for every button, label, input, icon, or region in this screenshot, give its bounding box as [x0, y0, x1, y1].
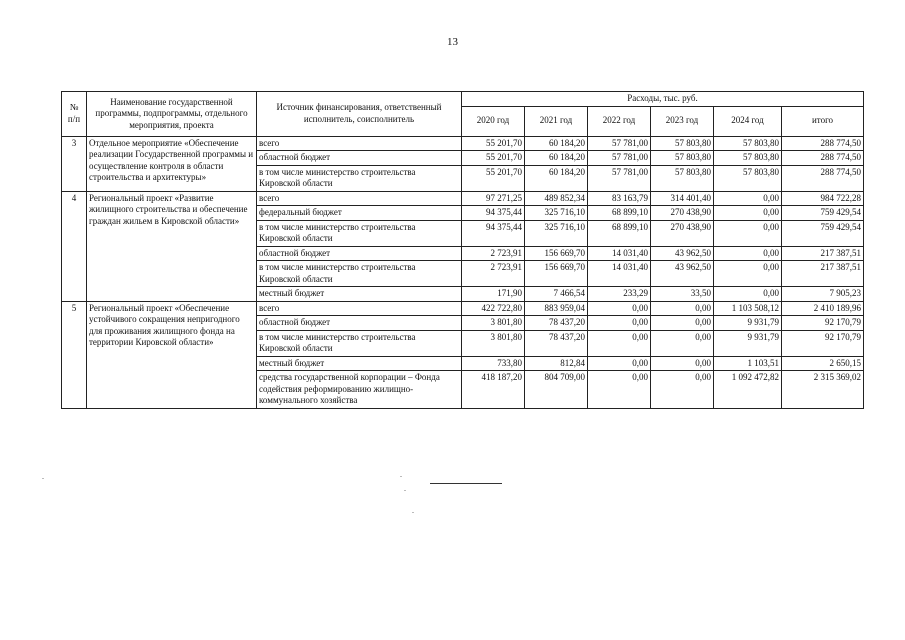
value-year: 55 201,70	[462, 165, 525, 191]
value-year: 94 375,44	[462, 206, 525, 221]
value-year: 1 092 472,82	[714, 371, 782, 409]
value-year: 57 803,80	[714, 136, 782, 151]
value-year: 60 184,20	[525, 151, 588, 166]
value-year: 0,00	[588, 330, 651, 356]
funding-source: областной бюджет	[257, 246, 462, 261]
value-year: 0,00	[714, 287, 782, 302]
value-total: 2 410 189,96	[782, 301, 864, 316]
value-total: 7 905,23	[782, 287, 864, 302]
value-year: 9 931,79	[714, 316, 782, 331]
value-year: 60 184,20	[525, 165, 588, 191]
value-year: 325 716,10	[525, 220, 588, 246]
value-total: 759 429,54	[782, 206, 864, 221]
value-total: 217 387,51	[782, 246, 864, 261]
header-num: № п/п	[62, 92, 87, 137]
row-number: 3	[62, 136, 87, 191]
value-year: 0,00	[651, 371, 714, 409]
value-year: 57 803,80	[651, 165, 714, 191]
value-total: 92 170,79	[782, 330, 864, 356]
value-year: 422 722,80	[462, 301, 525, 316]
value-year: 60 184,20	[525, 136, 588, 151]
funding-source: местный бюджет	[257, 356, 462, 371]
value-year: 57 803,80	[714, 165, 782, 191]
value-year: 33,50	[651, 287, 714, 302]
value-year: 314 401,40	[651, 191, 714, 206]
table-row	[62, 191, 864, 206]
row-number: 4	[62, 191, 87, 301]
value-year: 14 031,40	[588, 261, 651, 287]
value-year: 43 962,50	[651, 246, 714, 261]
value-year: 78 437,20	[525, 330, 588, 356]
value-year: 0,00	[714, 261, 782, 287]
value-year: 97 271,25	[462, 191, 525, 206]
value-year: 0,00	[714, 206, 782, 221]
value-year: 156 669,70	[525, 246, 588, 261]
value-year: 804 709,00	[525, 371, 588, 409]
value-year: 171,90	[462, 287, 525, 302]
value-total: 288 774,50	[782, 165, 864, 191]
value-year: 2 723,91	[462, 261, 525, 287]
value-total: 288 774,50	[782, 151, 864, 166]
row-number: 5	[62, 301, 87, 408]
scan-speck	[404, 490, 406, 491]
value-year: 3 801,80	[462, 330, 525, 356]
value-year: 883 959,04	[525, 301, 588, 316]
funding-source: областной бюджет	[257, 151, 462, 166]
funding-source: местный бюджет	[257, 287, 462, 302]
value-year: 733,80	[462, 356, 525, 371]
value-total: 2 650,15	[782, 356, 864, 371]
value-year: 57 803,80	[651, 151, 714, 166]
table-body	[62, 136, 864, 408]
header-year-2024: 2024 год	[714, 106, 782, 136]
table-row	[62, 136, 864, 151]
value-year: 57 803,80	[714, 151, 782, 166]
header-expenses: Расходы, тыс. руб.	[462, 92, 864, 107]
header-year-2023: 2023 год	[651, 106, 714, 136]
program-name: Отдельное мероприятие «Обеспечение реализации Государственной программы и осуществление контроля в области строительства и архитектуры»	[87, 136, 257, 191]
value-year: 57 803,80	[651, 136, 714, 151]
budget-table	[61, 91, 864, 409]
value-year: 0,00	[714, 220, 782, 246]
value-year: 812,84	[525, 356, 588, 371]
value-total: 92 170,79	[782, 316, 864, 331]
page-number: 13	[447, 36, 458, 48]
funding-source: всего	[257, 191, 462, 206]
value-year: 57 781,00	[588, 151, 651, 166]
value-total: 759 429,54	[782, 220, 864, 246]
value-year: 0,00	[651, 316, 714, 331]
header-row-1	[62, 92, 864, 107]
table-row	[62, 301, 864, 316]
value-year: 78 437,20	[525, 316, 588, 331]
header-name: Наименование государственной программы, подпрограммы, отдельного мероприятия, проекта	[87, 92, 257, 137]
value-year: 57 781,00	[588, 136, 651, 151]
value-year: 94 375,44	[462, 220, 525, 246]
value-total: 984 722,28	[782, 191, 864, 206]
value-year: 68 899,10	[588, 220, 651, 246]
value-year: 0,00	[588, 371, 651, 409]
header-source: Источник финансирования, ответственный исполнитель, соисполнитель	[257, 92, 462, 137]
value-year: 418 187,20	[462, 371, 525, 409]
funding-source: федеральный бюджет	[257, 206, 462, 221]
header-year-2022: 2022 год	[588, 106, 651, 136]
value-year: 68 899,10	[588, 206, 651, 221]
funding-source: в том числе министерство строительства Кировской области	[257, 220, 462, 246]
funding-source: в том числе министерство строительства Кировской области	[257, 330, 462, 356]
funding-source: в том числе министерство строительства Кировской области	[257, 261, 462, 287]
value-year: 0,00	[588, 316, 651, 331]
scan-speck	[42, 478, 44, 479]
value-year: 9 931,79	[714, 330, 782, 356]
value-year: 55 201,70	[462, 136, 525, 151]
value-year: 83 163,79	[588, 191, 651, 206]
value-year: 0,00	[651, 301, 714, 316]
value-year: 270 438,90	[651, 206, 714, 221]
value-year: 3 801,80	[462, 316, 525, 331]
value-year: 489 852,34	[525, 191, 588, 206]
value-year: 156 669,70	[525, 261, 588, 287]
value-year: 57 781,00	[588, 165, 651, 191]
signature-line	[430, 483, 502, 484]
value-year: 14 031,40	[588, 246, 651, 261]
program-name: Региональный проект «Развитие жилищного строительства и обеспечение граждан жильем в Кировской области»	[87, 191, 257, 301]
value-year: 0,00	[714, 191, 782, 206]
program-name: Региональный проект «Обеспечение устойчивого сокращения непригодного для проживания жилищного фонда на территории Кировской области»	[87, 301, 257, 408]
funding-source: средства государственной корпорации – Фонда содействия реформированию жилищно-коммунального хозяйства	[257, 371, 462, 409]
value-year: 0,00	[588, 301, 651, 316]
value-year: 0,00	[651, 330, 714, 356]
value-year: 55 201,70	[462, 151, 525, 166]
header-year-2020: 2020 год	[462, 106, 525, 136]
value-year: 270 438,90	[651, 220, 714, 246]
value-year: 7 466,54	[525, 287, 588, 302]
funding-source: всего	[257, 136, 462, 151]
value-total: 217 387,51	[782, 261, 864, 287]
header-year-2021: 2021 год	[525, 106, 588, 136]
value-year: 325 716,10	[525, 206, 588, 221]
value-year: 1 103,51	[714, 356, 782, 371]
scan-speck	[412, 512, 414, 513]
value-year: 0,00	[714, 246, 782, 261]
header-total: итого	[782, 106, 864, 136]
value-total: 288 774,50	[782, 136, 864, 151]
table-header	[62, 92, 864, 137]
value-year: 2 723,91	[462, 246, 525, 261]
funding-source: в том числе министерство строительства Кировской области	[257, 165, 462, 191]
value-year: 233,29	[588, 287, 651, 302]
value-year: 0,00	[651, 356, 714, 371]
funding-source: всего	[257, 301, 462, 316]
funding-source: областной бюджет	[257, 316, 462, 331]
value-total: 2 315 369,02	[782, 371, 864, 409]
scan-speck	[400, 476, 402, 477]
value-year: 43 962,50	[651, 261, 714, 287]
value-year: 1 103 508,12	[714, 301, 782, 316]
value-year: 0,00	[588, 356, 651, 371]
